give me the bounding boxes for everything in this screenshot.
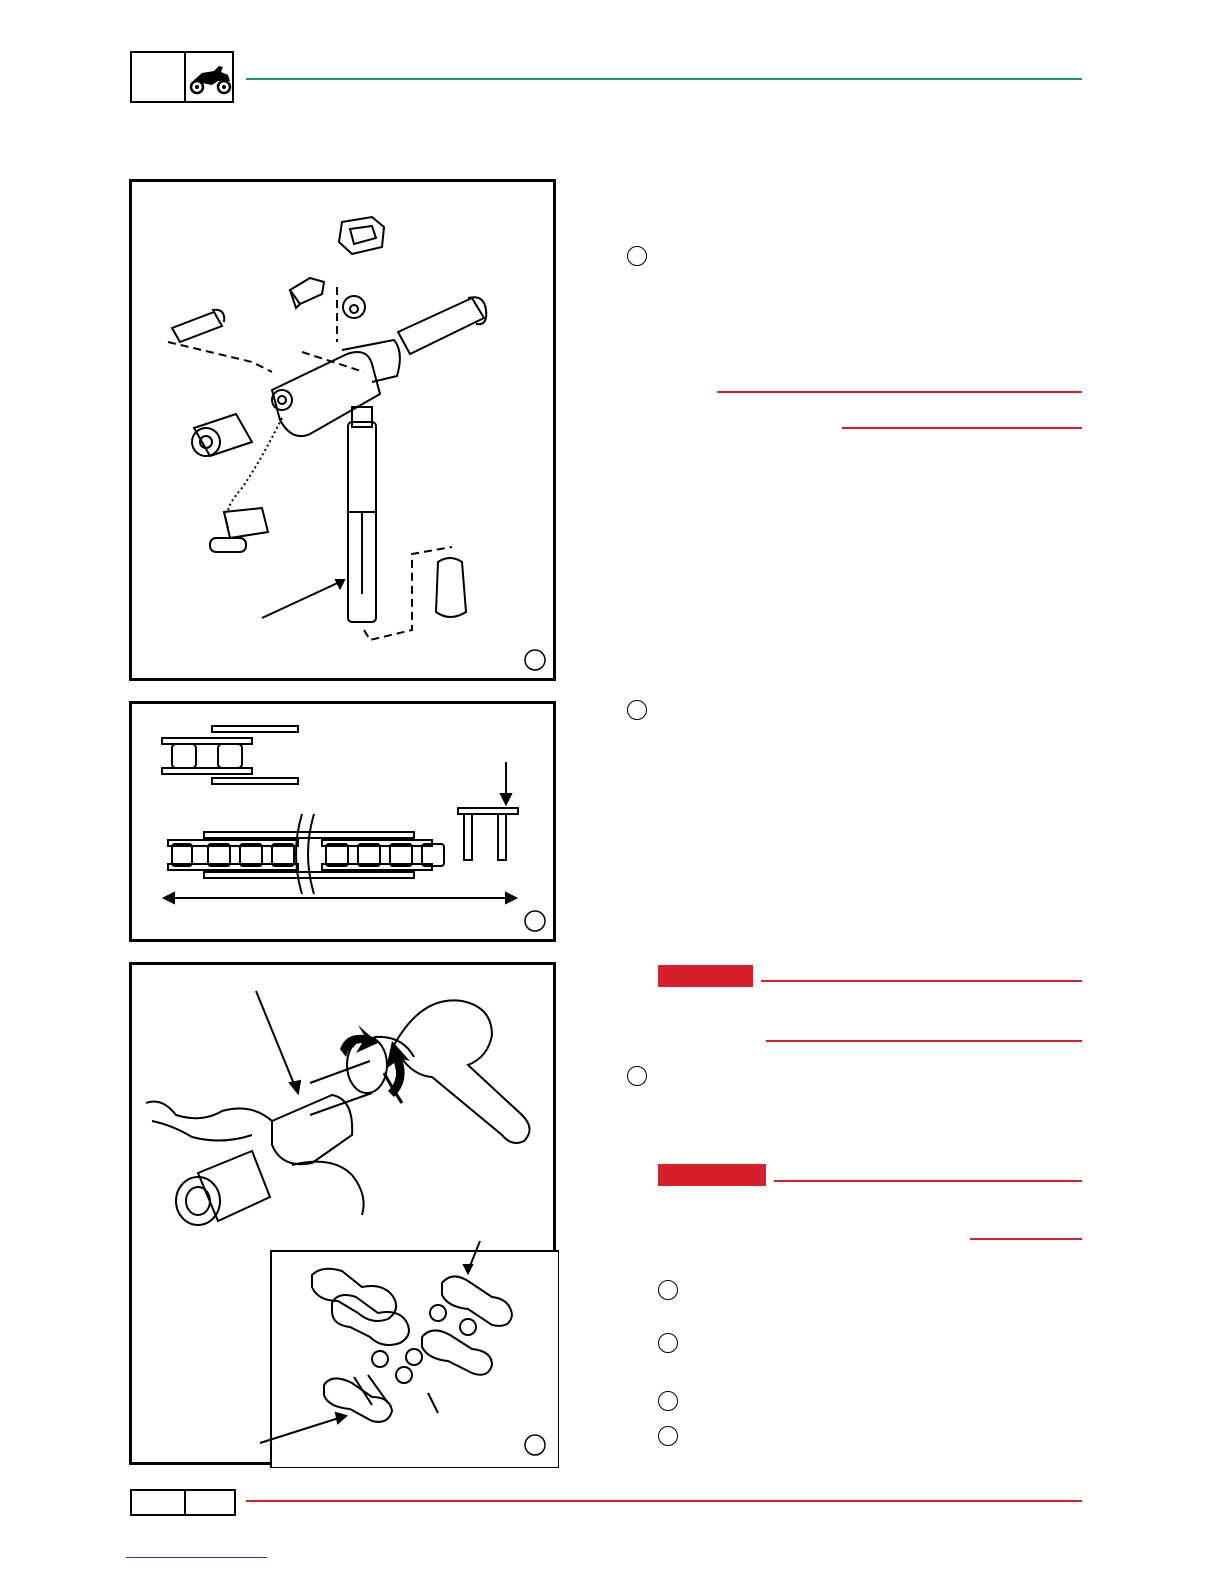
- warning-rule: [717, 391, 1082, 393]
- header-rule: [246, 78, 1082, 80]
- page-number-divider: [184, 1491, 186, 1514]
- chain-icon: [132, 704, 559, 945]
- section-tab-box: [130, 51, 234, 103]
- sub-step-marker: [658, 1280, 678, 1300]
- step-marker: [627, 1066, 647, 1086]
- caution-label: [658, 1164, 766, 1186]
- chain-riveting-view: [129, 962, 556, 1465]
- sub-step-marker: [658, 1426, 678, 1446]
- sub-step-marker: [658, 1333, 678, 1353]
- footer-rule: [246, 1500, 1082, 1502]
- page-number-box: [130, 1489, 236, 1516]
- chain-link-diagram: [129, 701, 556, 942]
- motorcycle-icon: [188, 63, 234, 95]
- warning-rule-end: [842, 427, 1082, 429]
- tab-divider: [184, 53, 186, 101]
- figure-marker: [525, 911, 545, 931]
- step-marker: [627, 700, 647, 720]
- wrench-icon: [132, 965, 559, 1468]
- caution-rule: [761, 980, 1082, 982]
- chain-tool-icon: [132, 182, 559, 684]
- chain-tool-exploded-view: [129, 179, 556, 681]
- caution-rule: [774, 1180, 1082, 1182]
- step-marker: [627, 246, 647, 266]
- caution-rule-end: [970, 1238, 1082, 1240]
- sub-step-marker: [658, 1391, 678, 1411]
- caution-rule-end: [766, 1040, 1082, 1042]
- caution-label: [658, 965, 753, 987]
- figure-marker: [525, 650, 545, 670]
- link-underline[interactable]: [126, 1557, 267, 1558]
